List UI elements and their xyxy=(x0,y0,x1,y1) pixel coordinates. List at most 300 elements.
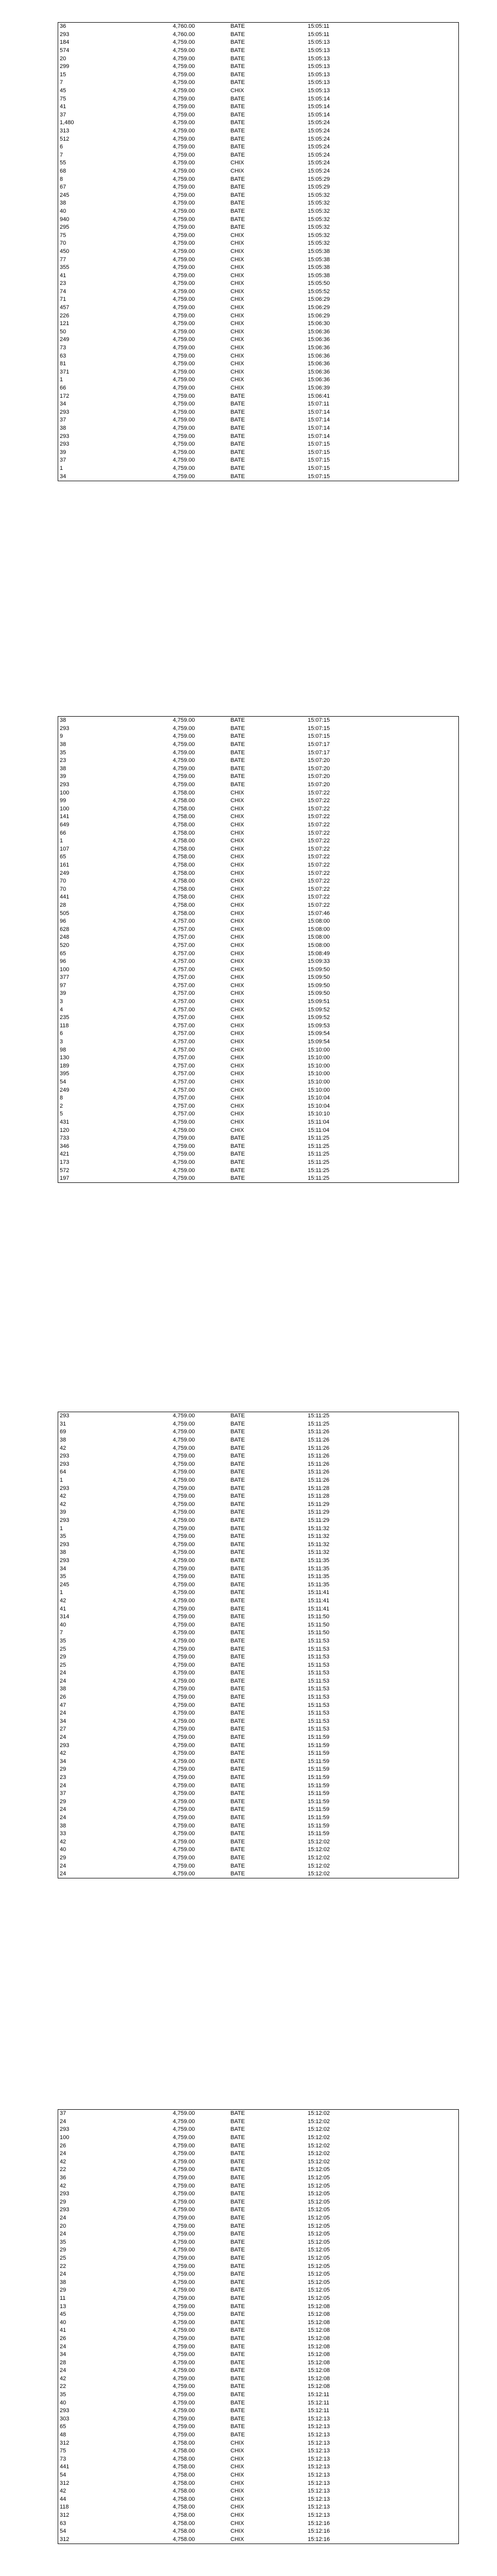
time-cell: 15:12:16 xyxy=(307,2528,330,2535)
venue-cell: BATE xyxy=(230,1726,245,1733)
time-cell: 15:05:52 xyxy=(307,288,330,295)
table-row xyxy=(58,1734,459,1742)
venue-cell: BATE xyxy=(230,1445,245,1451)
volume-cell: 226 xyxy=(60,312,70,319)
volume-cell: 24 xyxy=(60,1734,66,1741)
time-cell: 15:11:59 xyxy=(307,1831,330,1837)
time-cell: 15:12:16 xyxy=(307,2536,330,2543)
volume-cell: 184 xyxy=(60,39,70,46)
table-row xyxy=(58,861,459,870)
venue-cell: CHIX xyxy=(230,1006,244,1013)
table-row xyxy=(58,183,459,192)
time-cell: 15:11:29 xyxy=(307,1509,330,1516)
volume-cell: 248 xyxy=(60,934,70,941)
price-cell: 4,759.00 xyxy=(173,248,195,255)
volume-cell: 733 xyxy=(60,1135,70,1142)
venue-cell: CHIX xyxy=(230,934,244,941)
price-cell: 4,758.00 xyxy=(173,822,195,828)
venue-cell: BATE xyxy=(230,2150,245,2157)
volume-cell: 38 xyxy=(60,1686,66,1692)
table-row xyxy=(58,448,459,456)
table-row xyxy=(58,1862,459,1870)
time-cell: 15:12:13 xyxy=(307,2512,330,2518)
time-cell: 15:06:36 xyxy=(307,377,330,383)
price-cell: 4,759.00 xyxy=(173,2207,195,2213)
table-row xyxy=(58,2431,459,2439)
venue-cell: CHIX xyxy=(230,974,244,981)
venue-cell: BATE xyxy=(230,1718,245,1724)
volume-cell: 34 xyxy=(60,401,66,408)
venue-cell: BATE xyxy=(230,2207,245,2213)
time-cell: 15:11:53 xyxy=(307,1662,330,1668)
price-cell: 4,757.00 xyxy=(173,1087,195,1093)
volume-cell: 100 xyxy=(60,789,70,796)
venue-cell: BATE xyxy=(230,39,245,46)
venue-cell: BATE xyxy=(230,1143,245,1149)
time-cell: 15:12:05 xyxy=(307,2263,330,2269)
venue-cell: BATE xyxy=(230,2191,245,2197)
time-cell: 15:06:36 xyxy=(307,361,330,367)
table-row xyxy=(58,2375,459,2383)
table-row xyxy=(58,974,459,982)
venue-cell: CHIX xyxy=(230,264,244,271)
table-row xyxy=(58,409,459,417)
time-cell: 15:11:26 xyxy=(307,1469,330,1476)
table-row xyxy=(58,288,459,296)
table-row xyxy=(58,264,459,272)
volume-cell: 99 xyxy=(60,798,66,804)
time-cell: 15:11:41 xyxy=(307,1605,330,1612)
time-cell: 15:08:00 xyxy=(307,934,330,941)
price-cell: 4,759.00 xyxy=(173,368,195,375)
venue-cell: BATE xyxy=(230,224,245,231)
venue-cell: CHIX xyxy=(230,160,244,166)
time-cell: 15:07:22 xyxy=(307,814,330,820)
time-cell: 15:11:53 xyxy=(307,1686,330,1692)
table-row xyxy=(58,1452,459,1461)
time-cell: 15:12:05 xyxy=(307,2191,330,2197)
venue-cell: BATE xyxy=(230,2383,245,2390)
price-cell: 4,759.00 xyxy=(173,782,195,788)
price-cell: 4,759.00 xyxy=(173,280,195,287)
table-row xyxy=(58,304,459,312)
volume-cell: 24 xyxy=(60,1806,66,1813)
volume-cell: 1 xyxy=(60,838,63,844)
time-cell: 15:12:05 xyxy=(307,2175,330,2181)
venue-cell: BATE xyxy=(230,2223,245,2229)
table-row xyxy=(58,2327,459,2335)
venue-cell: BATE xyxy=(230,1774,245,1781)
price-cell: 4,759.00 xyxy=(173,733,195,740)
time-cell: 15:11:53 xyxy=(307,1694,330,1701)
volume-cell: 39 xyxy=(60,449,66,455)
price-cell: 4,759.00 xyxy=(173,272,195,279)
price-cell: 4,759.00 xyxy=(173,320,195,327)
time-cell: 15:11:50 xyxy=(307,1621,330,1628)
table-row xyxy=(58,1846,459,1854)
table-row xyxy=(58,853,459,861)
price-cell: 4,759.00 xyxy=(173,2399,195,2406)
venue-cell: BATE xyxy=(230,2319,245,2326)
volume-cell: 65 xyxy=(60,2424,66,2430)
time-cell: 15:12:02 xyxy=(307,2126,330,2133)
time-cell: 15:05:13 xyxy=(307,79,330,86)
volume-cell: 245 xyxy=(60,1581,70,1588)
price-cell: 4,759.00 xyxy=(173,208,195,214)
volume-cell: 441 xyxy=(60,2464,70,2470)
venue-cell: BATE xyxy=(230,31,245,38)
table-row xyxy=(58,2182,459,2190)
venue-cell: CHIX xyxy=(230,280,244,287)
table-row xyxy=(58,1790,459,1798)
table-row xyxy=(58,392,459,400)
venue-cell: BATE xyxy=(230,2231,245,2238)
price-cell: 4,759.00 xyxy=(173,1159,195,1165)
table-row xyxy=(58,2126,459,2134)
volume-cell: 100 xyxy=(60,966,70,973)
volume-cell: 39 xyxy=(60,773,66,780)
price-cell: 4,757.00 xyxy=(173,1030,195,1037)
table-row xyxy=(58,2198,459,2207)
venue-cell: BATE xyxy=(230,144,245,150)
time-cell: 15:12:13 xyxy=(307,2432,330,2438)
time-cell: 15:07:15 xyxy=(307,717,330,724)
time-cell: 15:07:17 xyxy=(307,749,330,756)
price-cell: 4,757.00 xyxy=(173,982,195,989)
venue-cell: BATE xyxy=(230,1846,245,1853)
table-row xyxy=(58,1718,459,1726)
time-cell: 15:06:36 xyxy=(307,345,330,351)
time-cell: 15:09:50 xyxy=(307,966,330,973)
time-cell: 15:05:24 xyxy=(307,128,330,134)
table-row xyxy=(58,1549,459,1557)
volume-cell: 75 xyxy=(60,232,66,239)
volume-cell: 67 xyxy=(60,184,66,191)
price-cell: 4,759.00 xyxy=(173,336,195,343)
table-row xyxy=(58,2142,459,2150)
price-cell: 4,759.00 xyxy=(173,1670,195,1676)
volume-cell: 24 xyxy=(60,1677,66,1684)
table-row xyxy=(58,2423,459,2431)
volume-cell: 42 xyxy=(60,2182,66,2189)
time-cell: 15:12:08 xyxy=(307,2311,330,2318)
price-cell: 4,759.00 xyxy=(173,725,195,732)
venue-cell: BATE xyxy=(230,2263,245,2269)
table-row xyxy=(58,2214,459,2223)
price-cell: 4,757.00 xyxy=(173,926,195,933)
price-cell: 4,757.00 xyxy=(173,1062,195,1069)
time-cell: 15:12:13 xyxy=(307,2472,330,2479)
price-cell: 4,759.00 xyxy=(173,465,195,471)
table-row xyxy=(58,360,459,368)
volume-cell: 1 xyxy=(60,1589,63,1596)
price-cell: 4,759.00 xyxy=(173,256,195,263)
price-cell: 4,757.00 xyxy=(173,1071,195,1077)
time-cell: 15:05:29 xyxy=(307,184,330,191)
table-row xyxy=(58,1038,459,1046)
price-cell: 4,759.00 xyxy=(173,39,195,46)
price-cell: 4,759.00 xyxy=(173,2150,195,2157)
time-cell: 15:11:59 xyxy=(307,1822,330,1829)
time-cell: 15:05:38 xyxy=(307,248,330,255)
venue-cell: BATE xyxy=(230,71,245,78)
time-cell: 15:12:02 xyxy=(307,1846,330,1853)
volume-cell: 24 xyxy=(60,1814,66,1821)
price-cell: 4,759.00 xyxy=(173,1525,195,1532)
table-row xyxy=(58,1597,459,1605)
venue-cell: BATE xyxy=(230,393,245,399)
price-cell: 4,759.00 xyxy=(173,2287,195,2294)
price-cell: 4,759.00 xyxy=(173,128,195,134)
table-row xyxy=(58,63,459,71)
time-cell: 15:12:05 xyxy=(307,2247,330,2253)
venue-cell: BATE xyxy=(230,1517,245,1524)
venue-cell: CHIX xyxy=(230,2488,244,2495)
price-cell: 4,758.00 xyxy=(173,910,195,917)
price-cell: 4,757.00 xyxy=(173,958,195,965)
trade-table-page-3 xyxy=(58,1412,458,1878)
volume-cell: 37 xyxy=(60,1790,66,1797)
volume-cell: 572 xyxy=(60,1167,70,1174)
volume-cell: 22 xyxy=(60,2166,66,2173)
price-cell: 4,759.00 xyxy=(173,1637,195,1644)
venue-cell: BATE xyxy=(230,1541,245,1548)
time-cell: 15:06:30 xyxy=(307,320,330,327)
table-row xyxy=(58,2150,459,2158)
volume-cell: 63 xyxy=(60,2520,66,2527)
time-cell: 15:12:02 xyxy=(307,1862,330,1869)
volume-cell: 44 xyxy=(60,2496,66,2502)
price-cell: 4,759.00 xyxy=(173,1501,195,1507)
venue-cell: BATE xyxy=(230,1429,245,1435)
volume-cell: 23 xyxy=(60,280,66,287)
table-row xyxy=(58,1493,459,1501)
time-cell: 15:06:29 xyxy=(307,296,330,303)
time-cell: 15:05:32 xyxy=(307,216,330,223)
venue-cell: CHIX xyxy=(230,950,244,957)
venue-cell: BATE xyxy=(230,1742,245,1749)
time-cell: 15:06:36 xyxy=(307,328,330,335)
volume-cell: 25 xyxy=(60,1646,66,1652)
volume-cell: 450 xyxy=(60,248,70,255)
venue-cell: BATE xyxy=(230,782,245,788)
venue-cell: BATE xyxy=(230,401,245,408)
trades-table xyxy=(58,2109,459,2544)
time-cell: 15:12:05 xyxy=(307,2287,330,2294)
volume-cell: 40 xyxy=(60,2319,66,2326)
venue-cell: BATE xyxy=(230,120,245,126)
volume-cell: 40 xyxy=(60,208,66,214)
volume-cell: 41 xyxy=(60,1605,66,1612)
volume-cell: 35 xyxy=(60,749,66,756)
time-cell: 15:05:32 xyxy=(307,224,330,231)
table-row xyxy=(58,280,459,288)
table-row xyxy=(58,368,459,377)
venue-cell: BATE xyxy=(230,1175,245,1182)
time-cell: 15:11:53 xyxy=(307,1710,330,1717)
time-cell: 15:10:00 xyxy=(307,1046,330,1053)
price-cell: 4,759.00 xyxy=(173,1453,195,1460)
volume-cell: 35 xyxy=(60,2239,66,2245)
table-row xyxy=(58,2110,459,2118)
price-cell: 4,760.00 xyxy=(173,31,195,38)
venue-cell: BATE xyxy=(230,757,245,764)
price-cell: 4,759.00 xyxy=(173,1630,195,1636)
venue-cell: BATE xyxy=(230,1798,245,1805)
table-row xyxy=(58,472,459,481)
table-row xyxy=(58,925,459,934)
volume-cell: 24 xyxy=(60,1862,66,1869)
venue-cell: BATE xyxy=(230,473,245,480)
venue-cell: BATE xyxy=(230,2399,245,2406)
table-row xyxy=(58,1468,459,1477)
venue-cell: BATE xyxy=(230,1670,245,1676)
table-row xyxy=(58,2174,459,2182)
volume-cell: 37 xyxy=(60,417,66,423)
venue-cell: BATE xyxy=(230,465,245,471)
venue-cell: BATE xyxy=(230,741,245,748)
venue-cell: CHIX xyxy=(230,345,244,351)
time-cell: 15:09:50 xyxy=(307,974,330,981)
table-row xyxy=(58,934,459,942)
time-cell: 15:11:59 xyxy=(307,1750,330,1757)
price-cell: 4,758.00 xyxy=(173,2528,195,2535)
volume-cell: 63 xyxy=(60,352,66,359)
venue-cell: BATE xyxy=(230,1597,245,1604)
venue-cell: BATE xyxy=(230,1686,245,1692)
volume-cell: 34 xyxy=(60,1758,66,1765)
price-cell: 4,759.00 xyxy=(173,433,195,439)
table-row xyxy=(58,2118,459,2126)
price-cell: 4,759.00 xyxy=(173,1646,195,1652)
price-cell: 4,759.00 xyxy=(173,1838,195,1845)
volume-cell: 293 xyxy=(60,441,70,448)
venue-cell: BATE xyxy=(230,1662,245,1668)
time-cell: 15:05:32 xyxy=(307,232,330,239)
table-row xyxy=(58,1806,459,1814)
price-cell: 4,759.00 xyxy=(173,473,195,480)
venue-cell: CHIX xyxy=(230,805,244,812)
volume-cell: 66 xyxy=(60,829,66,836)
time-cell: 15:11:41 xyxy=(307,1589,330,1596)
venue-cell: BATE xyxy=(230,1557,245,1564)
volume-cell: 293 xyxy=(60,1413,70,1419)
volume-cell: 249 xyxy=(60,870,70,876)
venue-cell: BATE xyxy=(230,733,245,740)
price-cell: 4,759.00 xyxy=(173,2383,195,2390)
volume-cell: 1 xyxy=(60,1477,63,1484)
table-row xyxy=(58,1054,459,1062)
volume-cell: 42 xyxy=(60,2375,66,2382)
volume-cell: 29 xyxy=(60,1766,66,1773)
price-cell: 4,759.00 xyxy=(173,1118,195,1125)
time-cell: 15:12:16 xyxy=(307,2520,330,2527)
volume-cell: 25 xyxy=(60,1662,66,1668)
venue-cell: CHIX xyxy=(230,2455,244,2462)
volume-cell: 940 xyxy=(60,216,70,223)
price-cell: 4,759.00 xyxy=(173,1871,195,1877)
volume-cell: 33 xyxy=(60,1831,66,1837)
time-cell: 15:12:13 xyxy=(307,2496,330,2502)
time-cell: 15:11:59 xyxy=(307,1782,330,1789)
volume-cell: 36 xyxy=(60,23,66,30)
venue-cell: BATE xyxy=(230,2335,245,2342)
time-cell: 15:11:35 xyxy=(307,1573,330,1580)
table-row xyxy=(58,127,459,135)
table-row xyxy=(58,384,459,393)
time-cell: 15:07:22 xyxy=(307,845,330,852)
price-cell: 4,759.00 xyxy=(173,1726,195,1733)
volume-cell: 7 xyxy=(60,151,63,158)
price-cell: 4,758.00 xyxy=(173,886,195,892)
venue-cell: BATE xyxy=(230,1420,245,1427)
table-row xyxy=(58,2255,459,2263)
volume-cell: 38 xyxy=(60,717,66,724)
table-row xyxy=(58,336,459,344)
time-cell: 15:06:41 xyxy=(307,393,330,399)
volume-cell: 293 xyxy=(60,782,70,788)
time-cell: 15:12:08 xyxy=(307,2359,330,2366)
price-cell: 4,759.00 xyxy=(173,95,195,102)
price-cell: 4,759.00 xyxy=(173,1493,195,1500)
volume-cell: 41 xyxy=(60,272,66,279)
price-cell: 4,759.00 xyxy=(173,1831,195,1837)
table-row xyxy=(58,805,459,814)
time-cell: 15:11:59 xyxy=(307,1766,330,1773)
venue-cell: BATE xyxy=(230,433,245,439)
venue-cell: CHIX xyxy=(230,1039,244,1045)
table-row xyxy=(58,344,459,352)
volume-cell: 68 xyxy=(60,167,66,174)
table-row xyxy=(58,1669,459,1677)
venue-cell: BATE xyxy=(230,2158,245,2165)
time-cell: 15:05:14 xyxy=(307,104,330,110)
price-cell: 4,759.00 xyxy=(173,2359,195,2366)
time-cell: 15:05:32 xyxy=(307,240,330,247)
table-row xyxy=(58,2455,459,2464)
price-cell: 4,759.00 xyxy=(173,2110,195,2117)
volume-cell: 11 xyxy=(60,2295,66,2301)
price-cell: 4,759.00 xyxy=(173,2231,195,2238)
venue-cell: BATE xyxy=(230,1549,245,1556)
table-row xyxy=(58,1798,459,1806)
volume-cell: 312 xyxy=(60,2536,70,2543)
table-row xyxy=(58,2262,459,2270)
volume-cell: 355 xyxy=(60,264,70,271)
venue-cell: BATE xyxy=(230,2303,245,2310)
time-cell: 15:08:00 xyxy=(307,918,330,925)
time-cell: 15:11:50 xyxy=(307,1614,330,1620)
venue-cell: BATE xyxy=(230,417,245,423)
time-cell: 15:11:25 xyxy=(307,1159,330,1165)
venue-cell: CHIX xyxy=(230,870,244,876)
venue-cell: CHIX xyxy=(230,88,244,94)
price-cell: 4,759.00 xyxy=(173,2424,195,2430)
table-row xyxy=(58,1589,459,1597)
volume-cell: 293 xyxy=(60,409,70,415)
time-cell: 15:11:32 xyxy=(307,1549,330,1556)
price-cell: 4,759.00 xyxy=(173,2182,195,2189)
time-cell: 15:11:35 xyxy=(307,1557,330,1564)
venue-cell: CHIX xyxy=(230,1014,244,1021)
price-cell: 4,757.00 xyxy=(173,1014,195,1021)
table-row xyxy=(58,869,459,877)
time-cell: 15:11:26 xyxy=(307,1461,330,1467)
table-row xyxy=(58,2239,459,2247)
table-row xyxy=(58,39,459,47)
venue-cell: BATE xyxy=(230,1782,245,1789)
volume-cell: 3 xyxy=(60,998,63,1005)
